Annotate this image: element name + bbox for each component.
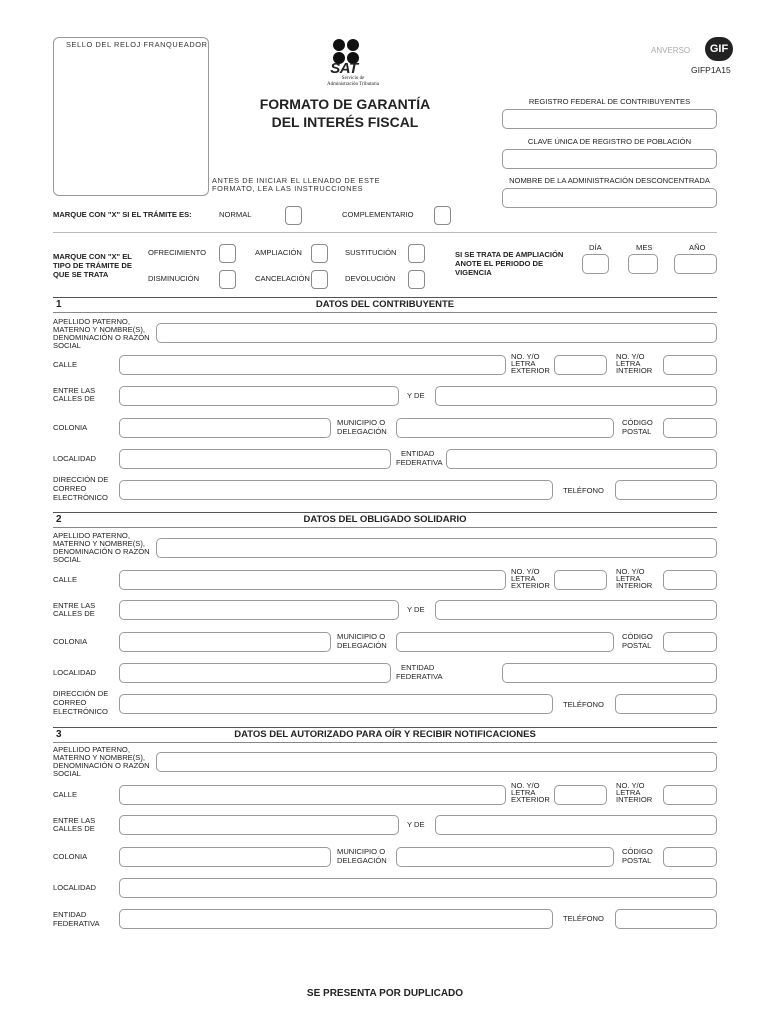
s3-noint-field[interactable] <box>663 785 717 805</box>
s2-calle-label: CALLE <box>53 575 78 584</box>
normal-label: NORMAL <box>219 210 252 219</box>
tipo-label-2: TIPO DE TRÁMITE DE <box>53 261 132 270</box>
s2-municipio-label-2: DELEGACIÓN <box>337 641 387 650</box>
s3-noint-label-1: NO. Y/O <box>616 781 645 790</box>
s1-localidad-label: LOCALIDAD <box>53 454 97 463</box>
footer-note: SE PRESENTA POR DUPLICADO <box>306 988 464 999</box>
s3-cp-label-2: POSTAL <box>622 856 652 865</box>
complementario-checkbox[interactable] <box>434 206 451 225</box>
s3-noext-field[interactable] <box>554 785 607 805</box>
s3-calle-label: CALLE <box>53 790 78 799</box>
s3-nombre-label-4: SOCIAL <box>53 769 81 778</box>
s2-noint-label-2: LETRA <box>616 574 641 583</box>
s1-correo-label-1: DIRECCIÓN DE <box>53 475 109 484</box>
s2-yde-field[interactable] <box>435 600 717 620</box>
s1-correo-label-2: CORREO <box>53 484 87 493</box>
s1-nombre-label-1: APELLIDO PATERNO, <box>53 317 130 326</box>
tipo-label-3: QUE SE TRATA <box>53 270 109 279</box>
s3-noint-label-3: INTERIOR <box>616 795 653 804</box>
s2-colonia-field[interactable] <box>119 632 331 652</box>
s1-localidad-field[interactable] <box>119 449 391 469</box>
s2-municipio-field[interactable] <box>396 632 614 652</box>
s3-noext-label-3: EXTERIOR <box>511 795 550 804</box>
s2-telefono-field[interactable] <box>615 694 717 714</box>
form-title-line2: DEL INTERÉS FISCAL <box>271 114 419 130</box>
s1-correo-field[interactable] <box>119 480 553 500</box>
s1-noext-field[interactable] <box>554 355 607 375</box>
s2-localidad-field[interactable] <box>119 663 391 683</box>
s2-noint-label-3: INTERIOR <box>616 581 653 590</box>
sat-subtitle-1: Servicio de <box>341 76 365 81</box>
s1-calle-field[interactable] <box>119 355 506 375</box>
s1-yde-field[interactable] <box>435 386 717 406</box>
s3-noint-label-2: LETRA <box>616 788 641 797</box>
ampliacion-label: AMPLIACIÓN <box>255 248 302 257</box>
disminucion-label: DISMINUCIÓN <box>148 274 200 283</box>
section-2-header <box>53 512 717 528</box>
s2-telefono-label: TELÉFONO <box>563 700 604 709</box>
dia-label: DÍA <box>589 243 602 252</box>
mes-field[interactable] <box>628 254 658 274</box>
complementario-label: COMPLEMENTARIO <box>342 210 414 219</box>
s2-entre-label-1: ENTRE LAS <box>53 601 96 610</box>
sat-logo <box>318 38 388 93</box>
s2-noext-label-1: NO. Y/O <box>511 567 540 576</box>
admin-label: NOMBRE DE LA ADMINISTRACIÓN DESCONCENTRADA <box>509 176 710 185</box>
s3-municipio-label-2: DELEGACIÓN <box>337 856 387 865</box>
disminucion-checkbox[interactable] <box>219 270 236 289</box>
tramite-label: MARQUE CON "X" SI EL TRÁMITE ES: <box>53 210 192 219</box>
s2-entre-field[interactable] <box>119 600 399 620</box>
s1-entidad-label-1: ENTIDAD <box>401 449 435 458</box>
anverso-label: ANVERSO <box>651 46 691 55</box>
s1-telefono-field[interactable] <box>615 480 717 500</box>
s3-entre-label-2: CALLES DE <box>53 824 95 833</box>
s2-localidad-label: LOCALIDAD <box>53 668 97 677</box>
s1-noext-label-3: EXTERIOR <box>511 366 550 375</box>
s3-nombre-label-3: DENOMINACIÓN O RAZÓN <box>53 761 150 770</box>
s1-municipio-field[interactable] <box>396 418 614 438</box>
s3-calle-field[interactable] <box>119 785 506 805</box>
devolucion-checkbox[interactable] <box>408 270 425 289</box>
s2-nombre-label-4: SOCIAL <box>53 555 81 564</box>
s3-cp-field[interactable] <box>663 847 717 867</box>
s3-colonia-label: COLONIA <box>53 852 88 861</box>
s3-entre-label-1: ENTRE LAS <box>53 816 96 825</box>
mes-label: MES <box>636 243 653 252</box>
s3-telefono-label: TELÉFONO <box>563 914 604 923</box>
s3-localidad-label: LOCALIDAD <box>53 883 97 892</box>
ofrecimiento-checkbox[interactable] <box>219 244 236 263</box>
s1-nombre-label-4: SOCIAL <box>53 341 81 350</box>
s2-correo-label-2: CORREO <box>53 698 87 707</box>
s3-municipio-label-1: MUNICIPIO O <box>337 847 386 856</box>
section-1-title: DATOS DEL CONTRIBUYENTE <box>315 299 455 310</box>
s2-nombre-field[interactable] <box>156 538 717 558</box>
s3-cp-label-1: CÓDIGO <box>622 847 653 856</box>
rfc-label: REGISTRO FEDERAL DE CONTRIBUYENTES <box>528 97 691 106</box>
s3-yde-field[interactable] <box>435 815 717 835</box>
anio-label: AÑO <box>689 243 706 252</box>
s3-nombre-label-1: APELLIDO PATERNO, <box>53 745 130 754</box>
s2-entre-label-2: CALLES DE <box>53 609 95 618</box>
divider <box>53 232 717 233</box>
s2-noext-field[interactable] <box>554 570 607 590</box>
cancelacion-checkbox[interactable] <box>311 270 328 289</box>
section-3-header <box>53 727 717 743</box>
s1-entre-label-2: CALLES DE <box>53 394 95 403</box>
s1-entidad-field[interactable] <box>446 449 717 469</box>
section-1-number: 1 <box>56 299 62 310</box>
s1-colonia-field[interactable] <box>119 418 331 438</box>
s2-nombre-label-1: APELLIDO PATERNO, <box>53 531 130 540</box>
s1-cp-label-1: CÓDIGO <box>622 418 653 427</box>
s1-noext-label-2: LETRA <box>511 359 536 368</box>
s1-municipio-label-2: DELEGACIÓN <box>337 427 387 436</box>
s2-noint-field[interactable] <box>663 570 717 590</box>
s3-nombre-field[interactable] <box>156 752 717 772</box>
s1-noint-label-1: NO. Y/O <box>616 352 645 361</box>
s1-municipio-label-1: MUNICIPIO O <box>337 418 386 427</box>
s1-calle-label: CALLE <box>53 360 78 369</box>
s2-municipio-label-1: MUNICIPIO O <box>337 632 386 641</box>
section-3-title: DATOS DEL AUTORIZADO PARA OÍR Y RECIBIR NOTIFICACIONES <box>234 729 536 740</box>
section-2-number: 2 <box>56 514 62 525</box>
s3-noext-label-2: LETRA <box>511 788 536 797</box>
section-2-title: DATOS DEL OBLIGADO SOLIDARIO <box>303 514 467 525</box>
ampliacion-checkbox[interactable] <box>311 244 328 263</box>
s2-calle-field[interactable] <box>119 570 506 590</box>
s3-noext-label-1: NO. Y/O <box>511 781 540 790</box>
s3-yde-label: Y DE <box>407 820 425 829</box>
s2-colonia-label: COLONIA <box>53 637 88 646</box>
stamp-box <box>53 37 209 196</box>
section-3-number: 3 <box>56 729 62 740</box>
s1-nombre-label-2: MATERNO Y NOMBRE(S), <box>53 325 145 334</box>
stamp-label: SELLO DEL RELOJ FRANQUEADOR <box>66 40 208 49</box>
sat-logo-text: SAT <box>330 60 358 77</box>
vigencia-label-1: SI SE TRATA DE AMPLIACIÓN <box>455 250 564 259</box>
s1-nombre-label-3: DENOMINACIÓN O RAZÓN <box>53 333 150 342</box>
curp-field[interactable] <box>502 149 717 169</box>
curp-label: CLAVE ÚNICA DE REGISTRO DE POBLACIÓN <box>527 137 692 146</box>
s2-correo-field[interactable] <box>119 694 553 714</box>
s1-colonia-label: COLONIA <box>53 423 88 432</box>
s1-noint-field[interactable] <box>663 355 717 375</box>
normal-checkbox[interactable] <box>285 206 302 225</box>
s1-entidad-label-2: FEDERATIVA <box>396 458 443 467</box>
sat-subtitle-2: Administración Tributaria <box>326 82 380 87</box>
ofrecimiento-label: OFRECIMIENTO <box>148 248 207 257</box>
s2-cp-field[interactable] <box>663 632 717 652</box>
sustitucion-label: SUSTITUCIÓN <box>345 248 397 257</box>
s1-noint-label-3: INTERIOR <box>616 366 653 375</box>
s3-nombre-label-2: MATERNO Y NOMBRE(S), <box>53 753 145 762</box>
s2-correo-label-3: ELECTRÓNICO <box>53 707 108 716</box>
sustitucion-checkbox[interactable] <box>408 244 425 263</box>
s1-yde-label: Y DE <box>407 391 425 400</box>
vigencia-label-3: VIGENCIA <box>455 268 492 277</box>
s2-entidad-field[interactable] <box>502 663 717 683</box>
s2-noext-label-2: LETRA <box>511 574 536 583</box>
form-code: GIFP1A15 <box>691 65 731 75</box>
s1-nombre-field[interactable] <box>156 323 717 343</box>
s3-colonia-field[interactable] <box>119 847 331 867</box>
s1-telefono-label: TELÉFONO <box>563 486 604 495</box>
s3-localidad-field[interactable] <box>119 878 717 898</box>
anio-field[interactable] <box>674 254 717 274</box>
s3-entidad-field[interactable] <box>119 909 553 929</box>
s1-entre-field[interactable] <box>119 386 399 406</box>
s1-entre-label-1: ENTRE LAS <box>53 386 96 395</box>
s1-noint-label-2: LETRA <box>616 359 641 368</box>
s2-cp-label-2: POSTAL <box>622 641 652 650</box>
s3-telefono-field[interactable] <box>615 909 717 929</box>
s1-cp-label-2: POSTAL <box>622 427 652 436</box>
s2-entidad-label-2: FEDERATIVA <box>396 672 443 681</box>
s1-correo-label-3: ELECTRÓNICO <box>53 493 108 502</box>
s2-noint-label-1: NO. Y/O <box>616 567 645 576</box>
vigencia-label-2: ANOTE EL PERIODO DE <box>455 259 544 268</box>
gif-badge: GIF <box>705 37 733 61</box>
rfc-field[interactable] <box>502 109 717 129</box>
cancelacion-label: CANCELACIÓN <box>255 274 310 283</box>
s2-cp-label-1: CÓDIGO <box>622 632 653 641</box>
devolucion-label: DEVOLUCIÓN <box>345 274 396 283</box>
form-title-line1: FORMATO DE GARANTÍA <box>259 96 431 112</box>
s2-nombre-label-2: MATERNO Y NOMBRE(S), <box>53 539 145 548</box>
admin-field[interactable] <box>502 188 717 208</box>
section-1-header <box>53 297 717 313</box>
tipo-label-1: MARQUE CON "X" EL <box>53 252 132 261</box>
instructions-line2: FORMATO, LEA LAS INSTRUCCIONES <box>212 184 364 193</box>
s2-noext-label-3: EXTERIOR <box>511 581 550 590</box>
s2-entidad-label-1: ENTIDAD <box>401 663 435 672</box>
s2-correo-label-1: DIRECCIÓN DE <box>53 689 109 698</box>
s1-noext-label-1: NO. Y/O <box>511 352 540 361</box>
s3-entidad-label-2: FEDERATIVA <box>53 919 100 928</box>
s1-cp-field[interactable] <box>663 418 717 438</box>
s3-entidad-label-1: ENTIDAD <box>53 910 87 919</box>
dia-field[interactable] <box>582 254 609 274</box>
s3-entre-field[interactable] <box>119 815 399 835</box>
s2-nombre-label-3: DENOMINACIÓN O RAZÓN <box>53 547 150 556</box>
instructions-line1: ANTES DE INICIAR EL LLENADO DE ESTE <box>212 176 381 185</box>
s3-municipio-field[interactable] <box>396 847 614 867</box>
s2-yde-label: Y DE <box>407 605 425 614</box>
